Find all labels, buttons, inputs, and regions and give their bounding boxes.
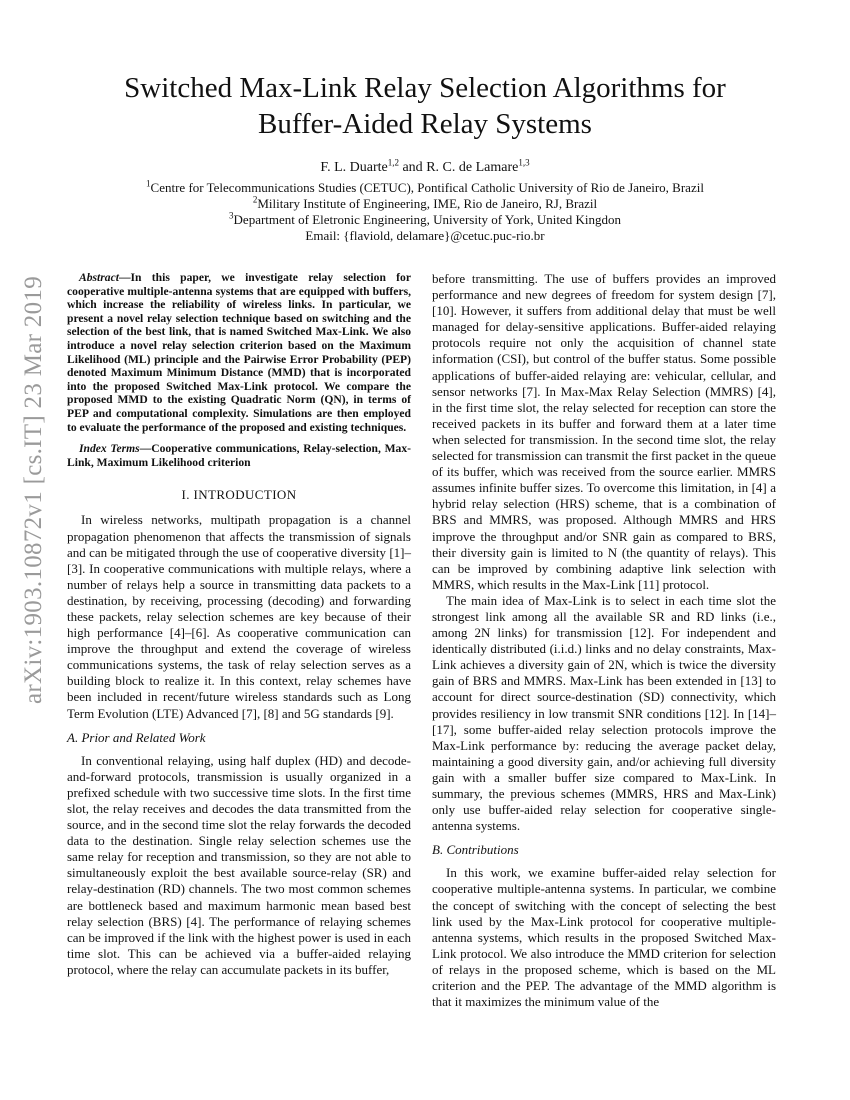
abstract bbox=[67, 271, 411, 434]
title-line-1: Switched Max-Link Relay Selection Algorithms for bbox=[124, 72, 726, 104]
author-1-affiliation-marks: 1,2 bbox=[387, 157, 399, 168]
index-terms bbox=[67, 442, 411, 469]
affiliation-3-mark: 3 bbox=[229, 210, 234, 221]
subsection-heading-prior-work: A. Prior and Related Work bbox=[67, 729, 206, 745]
subsection-heading-contributions: B. Contributions bbox=[432, 842, 519, 858]
abstract-lead: Abstract bbox=[79, 271, 119, 284]
intro-paragraph: In wireless networks, multipath propagation is a channel propagation phenomenon that affects the transmission of signals and can be mitigated through the use of cooperative diversity [1]–[3]. In cooperative communications with multiple relays, where a number of relays help a source in transmitting data packets to a destination, by receiving, processing (decoding) and forwarding these packets, relay selection schemes are key because of their high performance [4]–[6]. As cooperative communication can improve the throughput and extend the coverage of wireless communications systems, the task of relay selection serves as a building block to realize it. In this context, relay schemes have been included in recent/future wireless standards such as Long Term Evolution (LTE) Advanced [7], [8] and 5G standards [9]. bbox=[67, 512, 411, 721]
affiliation-2-mark: 2 bbox=[252, 194, 258, 205]
index-terms-text: —Cooperative communications, Relay-selection, Max-Link, Maximum Likelihood criterion bbox=[67, 442, 411, 469]
author-1: F. L. Duarte bbox=[320, 160, 388, 175]
affiliation-1-mark: 1 bbox=[146, 178, 151, 189]
affiliation-2-text: Military Institute of Engineering, IME, Rio de Janeiro, RJ, Brazil bbox=[257, 196, 598, 211]
affiliation-3 bbox=[60, 212, 790, 228]
author-2-affiliation-marks: 1,3 bbox=[518, 157, 530, 168]
affiliation-1 bbox=[60, 180, 790, 196]
paper-title bbox=[60, 70, 790, 142]
author-line bbox=[60, 157, 790, 176]
arxiv-stamp: arXiv:1903.10872v1 [cs.IT] 23 Mar 2019 bbox=[20, 276, 47, 704]
left-column bbox=[67, 271, 411, 978]
email-line: Email: {flaviold, delamare}@cetuc.puc-rio.br bbox=[305, 228, 545, 243]
max-link-paragraph: The main idea of Max-Link is to select in each time slot the strongest link among all the available SR and RD links (i.e., among 2N links) for transmission [12]. For independent and identically distributed (i.i.d.) links and no delay constraints, Max-Link achieves a diversity gain of 2N, which is twice the diversity gain of BRS and MMRS. Max-Link has been extended in [13] to account for direct source-destination (SD) connectivity, which provides resiliency in low transmit SNR conditions [12]. In [14]–[17], some buffer-aided relay selection protocols improve the Max-Link performance by: reducing the average packet delay, maintaining a good diversity gain, and/or achieving full diversity gain with a smaller buffer size compared to Max-Link. In summary, the previous schemes (MMRS, HRS and Max-Link) only use buffer-aided relay selection for cooperative single-antenna systems. bbox=[432, 592, 776, 834]
author-conjunction: and bbox=[402, 160, 423, 175]
contributions-paragraph: In this work, we examine buffer-aided relay selection for cooperative multiple-antenna systems. In particular, we combine the concept of switching with the concept of selecting the best link used by the Max-Link protocol for cooperative multiple-antenna systems, which results in the proposed Switched Max-Link protocol. We also introduce the MMD criterion for selection of relays in the proposed scheme, which is based on the ML criterion and the PEP. The advantage of the MMD algorithm is that it maximizes the minimum value of the bbox=[432, 865, 776, 1010]
section-heading-introduction: I. INTRODUCTION bbox=[181, 487, 297, 503]
affiliation-2 bbox=[60, 196, 790, 212]
affiliation-3-text: Department of Eletronic Engineering, University of York, United Kingdon bbox=[233, 212, 621, 227]
title-line-2: Buffer-Aided Relay Systems bbox=[258, 108, 592, 140]
affiliation-1-text: Centre for Telecommunications Studies (CETUC), Pontifical Catholic University of Rio de Janeiro, Brazil bbox=[150, 180, 704, 195]
author-2: R. C. de Lamare bbox=[426, 160, 519, 175]
buffer-aided-paragraph: before transmitting. The use of buffers provides an improved performance and new degrees of freedom for system design [7], [10]. However, it suffers from additional delay that must be well managed for delay-sensitive applications. Buffer-aided relaying protocols require not only the acquisition of channel state information (CSI), but control of the buffer status. Some possible applications of buffer-aided relaying are: vehicular, cellular, and sensor networks [7]. In Max-Max Relay Selection (MMRS) [4], in the first time slot, the relay selected for reception can store the received packets in its buffer and forward them at a later time when selected for transmission. In the second time slot, the relay selected for transmission can transmit the first packet in the queue of its buffer, which was received from the source earlier. MMRS assumes infinite buffer sizes. To overcome this limitation, in [4] a hybrid relay selection (HRS) scheme, that is a combination of BRS and MMRS, was proposed. Although MMRS and HRS improve the throughput and/or SNR gain as compared to BRS, their diversity gain is limited to N (the quantity of relays). This can be improved by combining adaptive link selection with MMRS, which results in the Max-Link [11] protocol. bbox=[432, 271, 776, 592]
prior-work-paragraph: In conventional relaying, using half duplex (HD) and decode-and-forward protocols, transmission is usually organized in a prefixed schedule with two successive time slots. In the first time slot, the relay receives and decodes the data transmitted from the source, and in the second time slot the relay forwards the decoded data to the destination. Single relay selection schemes use the same relay for reception and transmission, so they are not able to simultaneously exploit the best available source-relay (SR) and relay-destination (RD) channels. The two most common schemes are bottleneck based and maximum harmonic mean based best relay selection (BRS) [4]. The performance of relaying schemes can be improved if the link with the highest power is used in each time slot. This can be achieved via a buffer-aided relaying protocol, where the relay can accumulate packets in its buffer, bbox=[67, 752, 411, 977]
index-terms-lead: Index Terms bbox=[79, 442, 140, 456]
right-column bbox=[432, 271, 776, 1010]
abstract-text: —In this paper, we investigate relay selection for cooperative multiple-antenna systems that are equipped with buffers, which increase the reliability of wireless links. In particular, we present a novel relay selection technique based on switching and the selection of the best link, that is named Switched Max-Link. We also introduce a novel relay selection criterion based on the Maximum Likelihood (ML) principle and the Pairwise Error Probability (PEP) denoted Maximum Minimum Distance (MMD) that is incorporated into the proposed Switched Max-Link protocol. We compare the proposed MMD to the existing Quadratic Norm (QN), in terms of PEP and computational complexity. Simulations are then employed to evaluate the performance of the proposed and existing techniques. bbox=[67, 271, 411, 434]
